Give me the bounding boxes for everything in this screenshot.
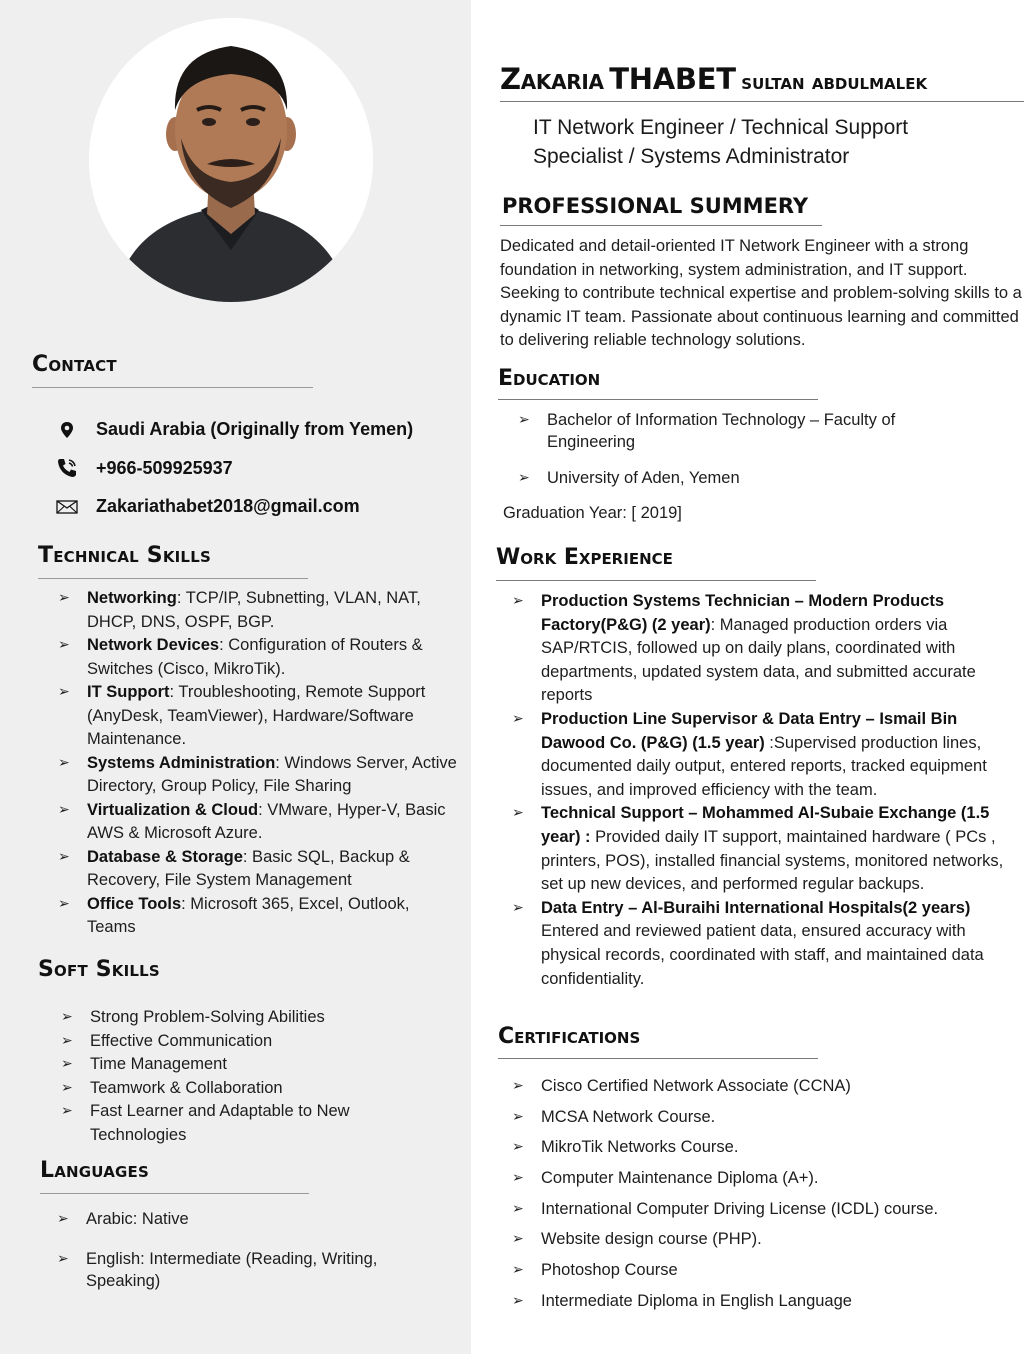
education-heading: Education (498, 366, 601, 391)
contact-phone (54, 457, 233, 479)
technical-skills-divider (38, 578, 308, 579)
skill-label: Systems Administration (87, 753, 276, 772)
list-item: ➢ Fast Learner and Adaptable to New Technologies (61, 1100, 401, 1147)
summary-text: Dedicated and detail-oriented IT Network Engineer with a strong foundation in networking, system administration, and IT support. Seeking to contribute technical expertise and problem-solving skills to a dynamic IT team. Passionate about continuous learning and committed to delivering reliable technology solutions. (500, 237, 1022, 349)
contact-email (54, 496, 360, 517)
soft-skills-heading: Soft Skills (38, 957, 160, 982)
list-item: ➢ Bachelor of Information Technology – Faculty of Engineering (518, 409, 948, 453)
location-pin-icon (54, 421, 80, 439)
list-item (58, 752, 458, 799)
job-title: Data Entry – Al-Buraihi International Hospitals(2 years) (541, 898, 971, 917)
work-experience-divider (496, 580, 816, 581)
list-item: ➢ Computer Maintenance Diploma (A+). (512, 1167, 1012, 1189)
list-item (512, 802, 1012, 896)
skill-text: : Microsoft 365, Excel, Outlook, Teams (87, 894, 410, 936)
technical-skills-list (58, 587, 458, 940)
work-experience-heading: Work Experience (496, 545, 673, 570)
location-text: Saudi Arabia (Originally from Yemen) (96, 419, 414, 439)
list-item: ➢ Website design course (PHP). (512, 1228, 1012, 1250)
name-middle: THABET (609, 62, 736, 96)
certifications-list (512, 1075, 1012, 1312)
job-description: Provided daily IT support, maintained hardware ( PCs , printers, POS), installed financial systems, monitored networks, set up new devices, and performed regular backups. (541, 827, 1004, 894)
job-description: : Managed production orders via SAP/RTCIS, followed up on daily plans, coordinated with departments, updated system data, and submitted accurate reports (541, 615, 976, 705)
skill-text: : Configuration of Routers & Switches (Cisco, MikroTik). (87, 636, 423, 678)
candidate-name (500, 62, 927, 96)
list-item: ➢ English: Intermediate (Reading, Writing, Speaking) (57, 1248, 417, 1293)
skill-label: IT Support (87, 683, 170, 701)
skill-label: Office Tools (87, 894, 182, 913)
list-item: ➢ Intermediate Diploma in English Language (512, 1290, 1012, 1312)
name-first: Zakaria (500, 62, 604, 96)
summary-divider (500, 225, 822, 226)
list-item: ➢ Effective Communication (61, 1030, 401, 1054)
list-item: ➢ MCSA Network Course. (512, 1106, 1012, 1128)
skill-label: Networking (87, 589, 177, 607)
list-item (58, 634, 458, 681)
list-item: ➢ Teamwork & Collaboration (61, 1077, 401, 1101)
list-item (512, 590, 1012, 708)
education-divider (498, 399, 818, 400)
certifications-heading: Certifications (498, 1024, 641, 1049)
list-item (58, 799, 458, 846)
contact-divider (32, 387, 313, 388)
soft-skills-list (61, 1006, 401, 1147)
education-list (518, 409, 948, 489)
list-item (512, 708, 1012, 802)
languages-list (57, 1208, 417, 1293)
skill-text: : Basic SQL, Backup & Recovery, File System Management (87, 847, 410, 889)
role-title-line-2: Specialist / Systems Administrator (533, 145, 850, 168)
certifications-divider (498, 1058, 818, 1059)
list-item (512, 897, 1012, 991)
list-item: ➢ University of Aden, Yemen (518, 467, 948, 489)
technical-skills-heading: Technical Skills (38, 543, 211, 568)
email-text[interactable]: Zakariathabet2018@gmail.com (96, 496, 360, 516)
languages-divider (40, 1193, 309, 1194)
list-item: ➢ Strong Problem-Solving Abilities (61, 1006, 401, 1030)
skill-text: : VMware, Hyper-V, Basic AWS & Microsoft Azure. (87, 800, 446, 842)
envelope-icon (54, 500, 80, 514)
list-item: ➢ Arabic: Native (57, 1208, 417, 1231)
list-item: ➢ MikroTik Networks Course. (512, 1136, 1012, 1158)
job-title: Production Line Supervisor & Data Entry – Ismail Bin Dawood Co. (P&G) (1.5 year) (541, 709, 958, 752)
phone-text[interactable]: +966-509925937 (96, 457, 233, 478)
skill-label: Network Devices (87, 636, 220, 654)
summary-heading: PROFESSIONAL SUMMERY (502, 194, 809, 218)
list-item (58, 587, 458, 634)
skill-label: Database & Storage (87, 847, 243, 866)
skill-label: Virtualization & Cloud (87, 800, 259, 819)
list-item: ➢ Photoshop Course (512, 1259, 1012, 1281)
skill-text: : Windows Server, Active Directory, Group Policy, File Sharing (87, 753, 457, 795)
languages-heading: Languages (40, 1158, 149, 1183)
phone-icon (54, 457, 80, 479)
work-experience-list (512, 590, 1012, 991)
list-item: ➢ Cisco Certified Network Associate (CCNA) (512, 1075, 1012, 1097)
job-description: Entered and reviewed patient data, ensured accuracy with physical records, coordinated with staff, and maintained data confidentiality. (541, 922, 984, 988)
profile-photo (89, 18, 373, 302)
name-divider (500, 101, 1024, 102)
job-description: :Supervised production lines, documented daily output, entered reports, tracked equipment issues, and improved efficiency with the team. (541, 733, 987, 799)
list-item: ➢ Time Management (61, 1053, 401, 1077)
list-item: ➢ International Computer Driving License (ICDL) course. (512, 1198, 1012, 1220)
contact-heading: Contact (32, 352, 117, 377)
role-title-line-1: IT Network Engineer / Technical Support (533, 116, 909, 139)
name-rest: sultan abdulmalek (741, 70, 928, 94)
list-item (58, 681, 458, 752)
graduation-year: Graduation Year: [ 2019] (503, 504, 682, 522)
contact-location (54, 419, 413, 440)
list-item (58, 846, 458, 893)
list-item (58, 893, 458, 940)
skill-text: : TCP/IP, Subnetting, VLAN, NAT, DHCP, DNS, OSPF, BGP. (87, 589, 421, 631)
skill-text: : Troubleshooting, Remote Support (AnyDesk, TeamViewer), Hardware/Software Maintenance. (87, 683, 426, 748)
job-title: Technical Support – Mohammed Al-Subaie Exchange (1.5 year) : (541, 804, 990, 846)
job-title: Production Systems Technician – Modern Products Factory(P&G) (2 year) (541, 592, 945, 634)
